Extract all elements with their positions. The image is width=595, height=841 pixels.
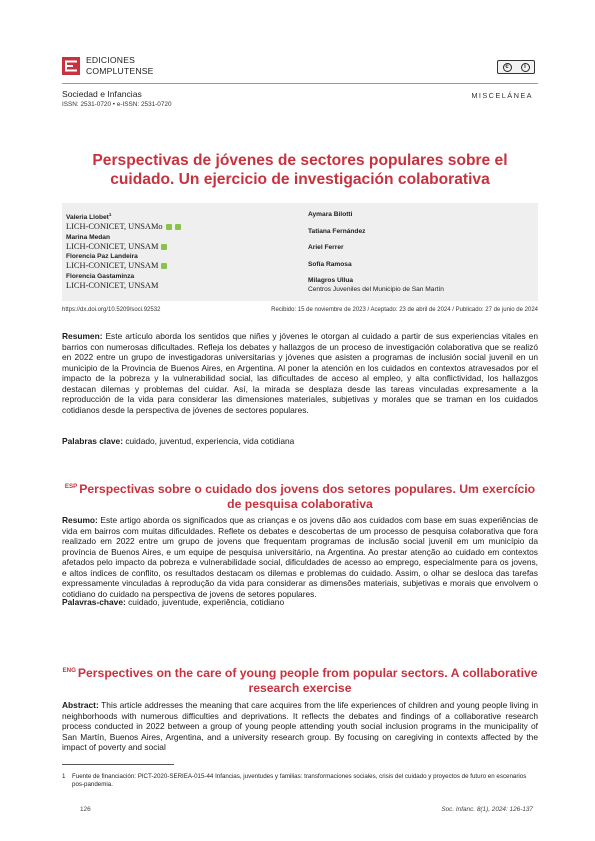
publisher-line-2: COMPLUTENSE [86,65,154,76]
keywords-label: Palavras-chave: [62,597,126,607]
author-name: Ariel Ferrer [308,244,344,251]
lang-tag: ENG [62,667,76,674]
footnote-divider [62,764,174,765]
abstract-en [62,700,538,753]
author-affiliation: Centros Juveniles del Municipio de San Martín [308,285,444,293]
author-name: Milagros Ullua [308,277,354,284]
article-meta [62,307,538,313]
orcid-icon[interactable] [161,244,167,250]
author-affiliation: LICH-CONICET, UNSAM [66,261,286,271]
cc-icon: c [503,63,512,72]
publisher-logo-icon [62,57,80,75]
author-name: Sofía Ramosa [308,260,352,268]
journal-name: Sociedad e Infancias [62,89,142,99]
doi-link[interactable]: https://dx.doi.org/10.5209/soci.92532 [62,307,161,313]
abstract-text: Este artigo aborda os significados que as crianças e os jovens dão aos cuidados com base em suas experiências de vida em bairros com muitas dificuldades. Reflete os debates e descobertas de um processo de pesquisa colaborativa que fora realizado em 2022 entre um grupo de jovens que frequentam programas de inclusão social juvenil em um município da província de Buenos Aires, e um equipe de pesquisa universitário, na Argentina. Ao prestar atenção ao cuidado em contextos afetados pelo impacto da pobreza e vulnerabilidade social, dificuldades de acesso ao emprego, especialmente para os jovens, e altos índices de conflito, os resultados destacam os dilemas e problemas do cuidado. Assim, o olhar se desloca das tarefas expressamente vinculadas à reprodução da vida para considerar as dimensões materiais, subjetivas e morais que envolvem o cotidiano do cuidado na perspectiva de jovens de setores populares. [62,515,538,599]
cc-license-badge[interactable] [497,60,535,74]
keywords-es [62,436,538,447]
article-dates: Recibido: 15 de noviembre de 2023 / Aceptado: 23 de abril de 2024 / Publicado: 27 de junio de 2024 [271,307,538,313]
author-name: Florencia Paz Landeira [66,253,138,261]
orcid-icon[interactable] [161,263,167,269]
footnote-text: Fuente de financiación: PICT-2020-SERIEA-015-44 Infancias, juventudes y familias: transformaciones sociales, crisis del cuidado y proyectos de futuro en escenarios pos-pandemia. [72,773,527,789]
author-name: Marina Medan [66,233,110,241]
abstract-text: This article addresses the meaning that care acquires from the life experiences of children and young people living in neighborhoods with numerous difficulties and deprivations. It reflects the debates and findings of a collaborative research process conducted in 2022 between a group of young people attending youth social inclusion programs in the municipality of San Martín, Buenos Aires, Argentina, and a university research group. By focusing on caregiving in contexts affected by the impact of poverty and social [62,700,538,752]
page-number: 126 [80,806,91,813]
orcid-icon[interactable] [166,224,172,230]
header-divider [62,83,538,84]
author-name: Aymara Bilotti [308,211,353,218]
abstract-pt-title-text: Perspectivas sobre o cuidado dos jovens dos setores populares. Um exercício de pesquisa colaborativa [79,482,536,512]
abstract-en-title [62,663,538,696]
abstract-pt-title [62,479,538,512]
publisher-name [86,55,154,76]
abstract-label: Resumen: [62,331,103,341]
article-title: Perspectivas de jóvenes de sectores populares sobre el cuidado. Un ejercicio de investigación colaborativa [92,152,508,188]
orcid-icon[interactable] [175,224,181,230]
author-affiliation: LICH-CONICET, UNSAM [66,242,286,252]
abstract-es [62,331,538,415]
author-name: Florencia Gastaminza [66,272,135,280]
abstract-text: Este artículo aborda los sentidos que niñes y jóvenes le otorgan al cuidado a partir de sus experiencias vitales en barrios con numerosas dificultades. Refleja los debates y hallazgos de un proceso de investigación colaborativa que se realizó en 2022 entre un grupo de investigadoras universitarias y jóvenes que asisten a programas de inclusión social juvenil en un municipio de la Provincia de Buenos Aires, en Argentina. Al poner la atención en los cuidados en contextos atravesados por el impacto de la pobreza y la vulnerabilidad social, las dificultades de acceso al empleo, y alta conflictividad, los hallazgos destacan dilemas y problemas del cuidar. Así, la mirada se desplaza desde las tareas vinculadas expresamente a la reproducción de la vida para considerar las dimensiones materiales, subjetivas y morales que se traman en los cuidados cotidianos desde la perspectiva de jóvenes de sectores populares. [62,331,538,415]
keywords-pt [62,597,538,608]
running-footer: Soc. Infanc. 8(1), 2024: 126-137 [441,806,533,813]
abstract-label: Resumo: [62,515,98,525]
author-affiliation: LICH-CONICET, UNSAMo [66,222,286,232]
author-name: Valeria Llobet$^1$ [66,212,112,222]
publisher-line-1: EDICIONES [86,55,136,65]
abstract-pt [62,515,538,599]
author-affiliation: LICH-CONICET, UNSAM [66,280,159,290]
by-icon: i [521,63,530,72]
keywords-text: cuidado, juventud, experiencia, vida cotidiana [123,436,295,446]
issn: ISSN: 2531-0720 • e-ISSN: 2531-0720 [62,101,172,108]
abstract-label: Abstract: [62,700,99,710]
footnote-number: 1 [62,773,66,780]
author-name: Tatiana Fernández [308,227,366,235]
authors-left-column [66,211,286,293]
keywords-text: cuidado, juventude, experiência, cotidiano [125,597,285,607]
keywords-label: Palabras clave: [62,436,123,446]
authors-right-column [308,211,538,294]
lang-tag: ESP [64,483,78,490]
abstract-en-title-text: Perspectives on the care of young people from popular sectors. A collaborative research exercise [77,666,538,696]
section-tag: MISCELÁNEA [471,91,533,100]
